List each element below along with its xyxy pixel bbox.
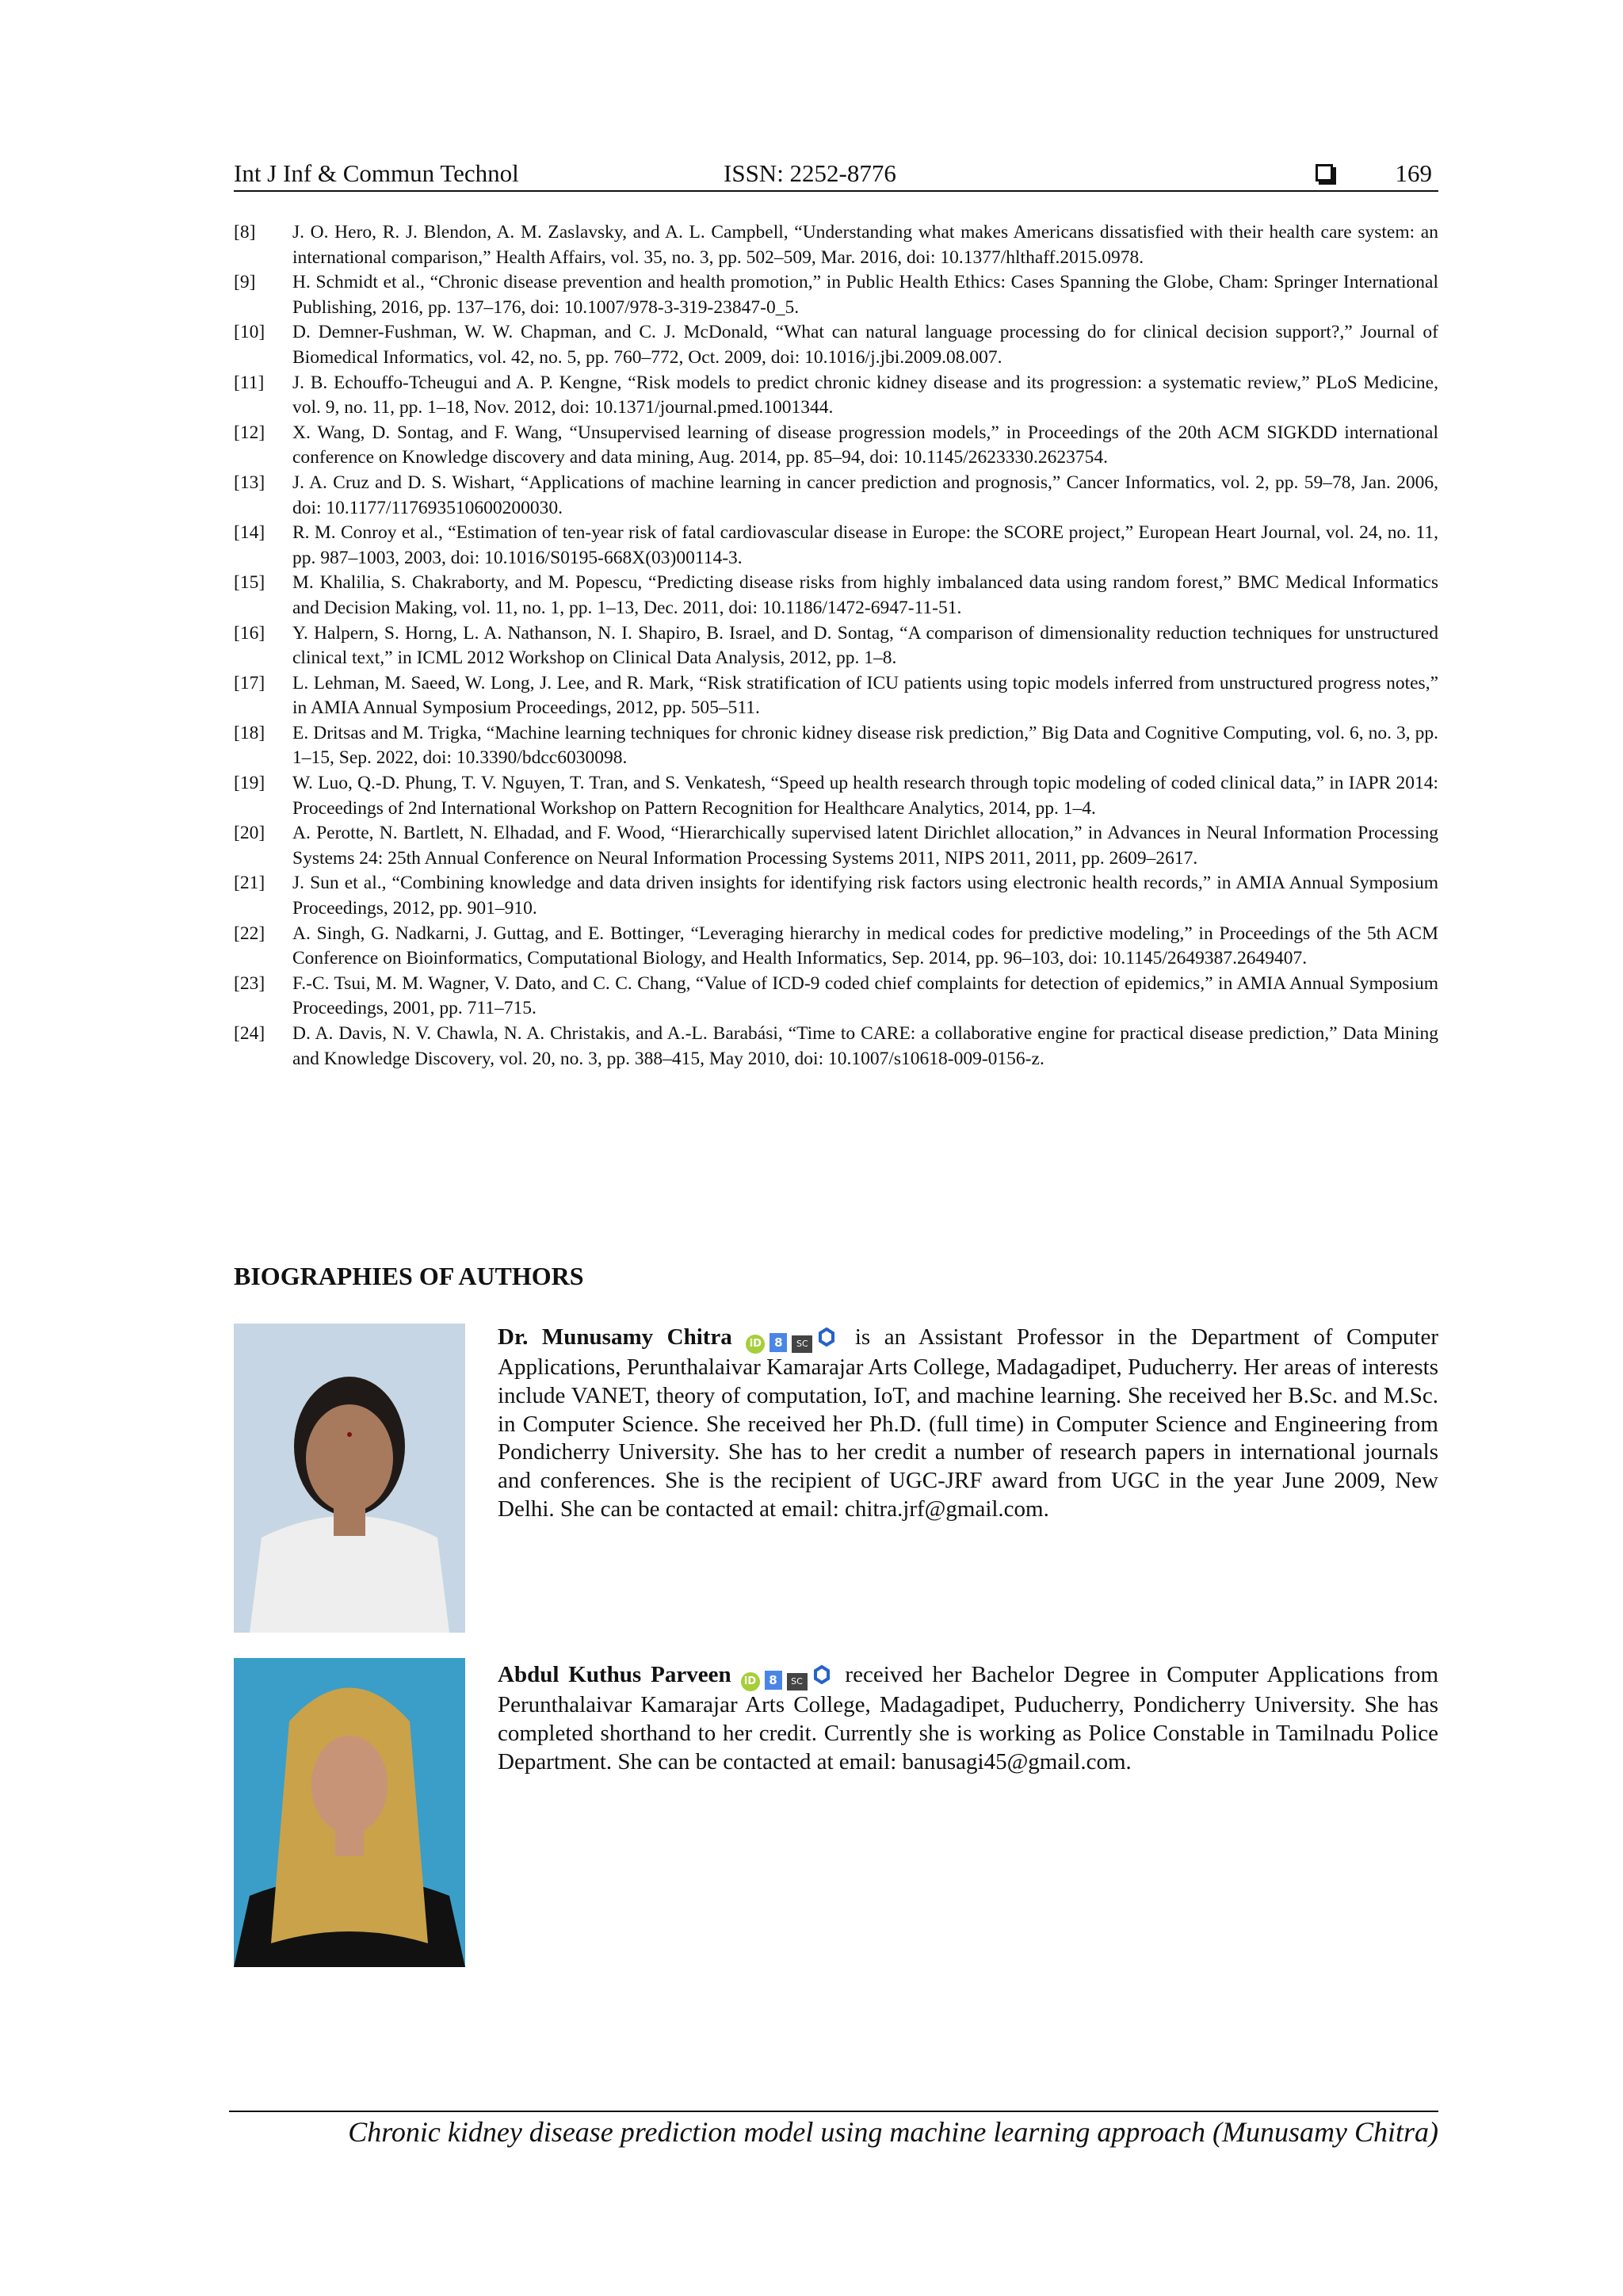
reference-item: [9] H. Schmidt et al., “Chronic disease prevention and health promotion,” in Public Health Ethics: Cases Spanning the Globe, Cham: Springer International Publishing, 2016, pp. 137–176, doi: 10.1007/978-3-319-23847-0_5. <box>234 272 1438 318</box>
issn: ISSN: 2252-8776 <box>724 159 896 187</box>
author-name: Abdul Kuthus Parveen <box>498 1662 731 1687</box>
reference-item: [13] J. A. Cruz and D. S. Wishart, “Applications of machine learning in cancer prediction and prognosis,” Cancer Informatics, vol. 2, pp. 59–78, Jan. 2006, doi: 10.1177/117693510600200030. <box>234 472 1438 518</box>
reference-item: [20] A. Perotte, N. Bartlett, N. Elhadad, and F. Wood, “Hierarchically supervised latent Dirichlet allocation,” in Advances in Neural Information Processing Systems 24: 25th Annual Conference on Neural Information Processing Systems 2011, NIPS 2011, 2011, pp. 2609–2617. <box>234 823 1438 869</box>
reference-item: [23] F.-C. Tsui, M. M. Wagner, V. Dato, and C. C. Chang, “Value of ICD-9 coded chief complaints for detection of epidemics,” in AMIA Annual Symposium Proceedings, 2001, pp. 711–715. <box>234 972 1438 1019</box>
orcid-icon[interactable]: iD <box>741 1672 760 1691</box>
author-bio-text: received her Bachelor Degree in Computer Applications from Perunthalaivar Kamarajar Arts College, Madagadipet, Puducherry, Pondicherry University. She has completed shorthand to her credit. Currently she is working as Police Constable in Tamilnadu Police Department. She can be contacted at email: banusagi45@gmail.com. <box>498 1662 1438 1775</box>
running-title: Chronic kidney disease prediction model using machine learning approach (Munusamy Chitra) <box>348 2116 1438 2148</box>
author-portrait-2 <box>234 1658 465 1967</box>
author-name: Dr. Munusamy Chitra <box>498 1324 732 1350</box>
reference-item: [22] A. Singh, G. Nadkarni, J. Guttag, and E. Bottinger, “Leveraging hierarchy in medical codes for predictive modeling,” in Proceedings of the 5th ACM Conference on Bioinformatics, Computational Biology, and Health Informatics, Sep. 2014, pp. 96–103, doi: 10.1145/2649387.2649407. <box>234 923 1438 969</box>
reference-item: [14] R. M. Conroy et al., “Estimation of ten-year risk of fatal cardiovascular disease in Europe: the SCORE project,” European Heart Journal, vol. 24, no. 11, pp. 987–1003, 2003, doi: 10.1016/S0195-668X(03)00114-3. <box>234 522 1438 568</box>
google-scholar-icon[interactable]: 8 <box>769 1333 787 1352</box>
journal-name: Int J Inf & Commun Technol <box>234 159 519 187</box>
reference-item: [16] Y. Halpern, S. Horng, L. A. Nathanson, N. I. Shapiro, B. Israel, and D. Sontag, “A comparison of dimensionality reduction techniques for unstructured clinical text,” in ICML 2012 Workshop on Clinical Data Analysis, 2012, pp. 1–8. <box>234 622 1438 669</box>
reference-item: [18] E. Dritsas and M. Trigka, “Machine learning techniques for chronic kidney disease risk prediction,” Big Data and Cognitive Computing, vol. 6, no. 3, pp. 1–15, Sep. 2022, doi: 10.3390/bdcc6030098. <box>234 722 1438 769</box>
scopus-icon[interactable]: SC <box>792 1335 812 1353</box>
author-bio-parveen <box>498 1661 1438 1776</box>
page-number: 169 <box>1395 159 1432 187</box>
reference-list <box>234 220 1438 1072</box>
reference-item: [10] D. Demner-Fushman, W. W. Chapman, and C. J. McDonald, “What can natural language processing do for clinical decision support?,” Journal of Biomedical Informatics, vol. 42, no. 5, pp. 760–772, Oct. 2009, doi: 10.1016/j.jbi.2009.08.007. <box>234 322 1438 368</box>
author-bio-text: is an Assistant Professor in the Department of Computer Applications, Perunthalaivar Kamarajar Arts College, Madagadipet, Puducherry. Her areas of interests include VANET, theory of computation, IoT, and machine learning. She received her B.Sc. and M.Sc. in Computer Science. She received her Ph.D. (full time) in Computer Science and Engineering from Pondicherry University. She has to her credit a number of research papers in international journals and conferences. She is the recipient of UGC-JRF award from UGC in the year June 2009, New Delhi. She can be contacted at email: chitra.jrf@gmail.com. <box>498 1324 1439 1522</box>
google-scholar-icon[interactable]: 8 <box>765 1671 782 1690</box>
author-photo-chitra <box>234 1324 465 1633</box>
reference-item: [21] J. Sun et al., “Combining knowledge and data driven insights for identifying risk factors using electronic health records,” in AMIA Annual Symposium Proceedings, 2012, pp. 901–910. <box>234 873 1438 919</box>
publons-icon[interactable] <box>812 1665 831 1684</box>
reference-item: [15] M. Khalilia, S. Chakraborty, and M. Popescu, “Predicting disease risks from highly imbalanced data using random forest,” BMC Medical Informatics and Decision Making, vol. 11, no. 1, pp. 1–13, Dec. 2011, doi: 10.1186/1472-6947-11-51. <box>234 572 1438 618</box>
reference-item: [12] X. Wang, D. Sontag, and F. Wang, “Unsupervised learning of disease progression models,” in Proceedings of the 20th ACM SIGKDD international conference on Knowledge discovery and data mining, Aug. 2014, pp. 85–94, doi: 10.1145/2623330.2623754. <box>234 422 1438 468</box>
page-header <box>234 157 1438 190</box>
orcid-icon[interactable]: iD <box>746 1335 765 1354</box>
footer-divider <box>229 2111 1438 2112</box>
square-icon <box>1316 164 1333 181</box>
author-photo-parveen <box>234 1658 465 1967</box>
author-portrait-1 <box>234 1324 465 1633</box>
biographies-heading: BIOGRAPHIES OF AUTHORS <box>234 1262 584 1290</box>
scopus-icon[interactable]: SC <box>787 1673 808 1690</box>
reference-item: [11] J. B. Echouffo-Tcheugui and A. P. Kengne, “Risk models to predict chronic kidney disease and its progression: a systematic review,” PLoS Medicine, vol. 9, no. 11, pp. 1–18, Nov. 2012, doi: 10.1371/journal.pmed.1001344. <box>234 372 1438 418</box>
reference-item: [19] W. Luo, Q.-D. Phung, T. V. Nguyen, T. Tran, and S. Venkatesh, “Speed up health research through topic modeling of coded clinical data,” in IAPR 2014: Proceedings of 2nd International Workshop on Pattern Recognition for Healthcare Analytics, 2014, pp. 1–4. <box>234 773 1438 819</box>
reference-item: [8] J. O. Hero, R. J. Blendon, A. M. Zaslavsky, and A. L. Campbell, “Understanding what makes Americans dissatisfied with their health care system: an international comparison,” Health Affairs, vol. 35, no. 3, pp. 502–509, Mar. 2016, doi: 10.1377/hlthaff.2015.0978. <box>234 222 1438 268</box>
reference-item: [17] L. Lehman, M. Saeed, W. Long, J. Lee, and R. Mark, “Risk stratification of ICU patients using topic models inferred from unstructured progress notes,” in AMIA Annual Symposium Proceedings, 2012, pp. 505–511. <box>234 672 1438 719</box>
reference-item: [24] D. A. Davis, N. V. Chawla, N. A. Christakis, and A.-L. Barabási, “Time to CARE: a collaborative engine for practical disease prediction,” Data Mining and Knowledge Discovery, vol. 20, no. 3, pp. 388–415, May 2010, doi: 10.1007/s10618-009-0156-z. <box>234 1023 1438 1069</box>
header-divider <box>234 190 1438 192</box>
author-bio-chitra <box>498 1324 1438 1524</box>
publons-icon[interactable] <box>817 1328 836 1347</box>
